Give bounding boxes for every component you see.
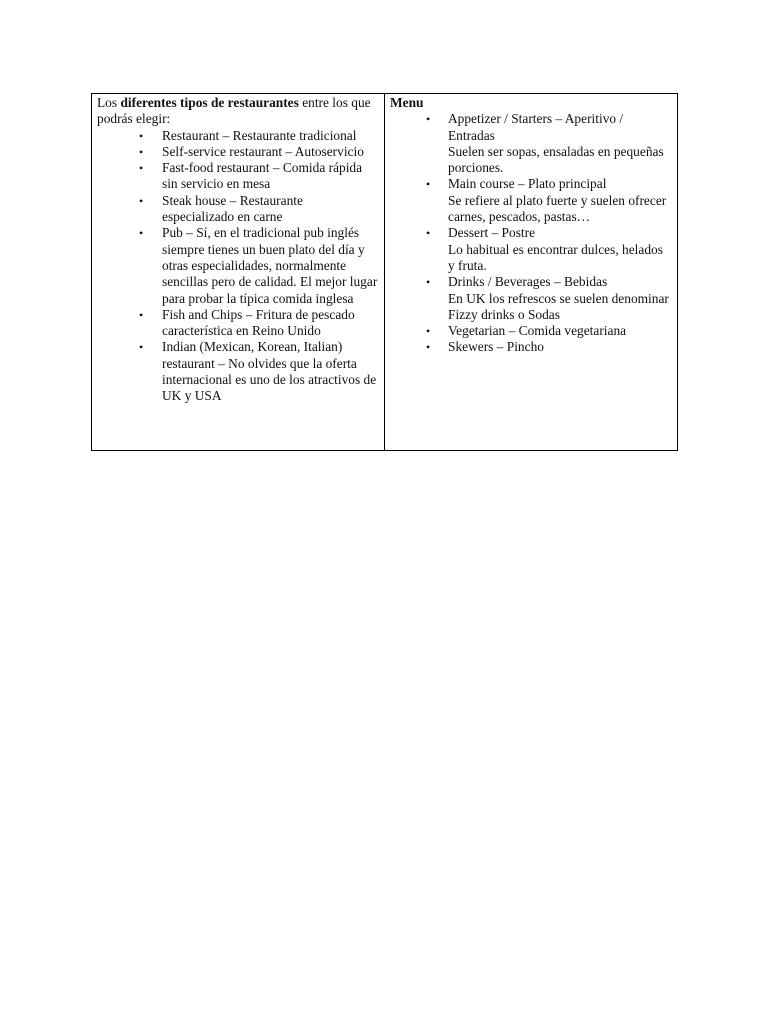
restaurant-types-list — [97, 128, 378, 405]
intro-post: entre los que podrás elegir: — [97, 95, 371, 127]
list-item — [390, 339, 671, 355]
menu-heading-text: Menu — [390, 95, 424, 110]
list-item: • Fast-food restaurant – Comida rápida sin servicio en mesa — [97, 160, 378, 193]
menu-item-note: En UK los refrescos se suelen denominar Fizzy drinks o Sodas — [448, 290, 669, 322]
list-item — [390, 323, 671, 339]
menu-cell — [385, 94, 677, 450]
menu-list — [390, 111, 671, 355]
intro-pre: Los — [97, 95, 121, 110]
list-item — [390, 274, 671, 323]
list-item: • Self-service restaurant – Autoservicio — [97, 144, 378, 160]
menu-heading — [390, 95, 671, 111]
restaurant-table — [91, 93, 678, 451]
menu-item-note: Lo habitual es encontrar dulces, helados y fruta. — [448, 241, 663, 273]
list-item: • Restaurant – Restaurante tradicional — [97, 128, 378, 144]
menu-item-title: Appetizer / Starters – Aperitivo / Entradas — [448, 111, 624, 143]
list-item: • Fish and Chips – Fritura de pescado característica en Reino Unido — [97, 307, 378, 340]
list-item: • Pub – Sí, en el tradicional pub inglés siempre tienes un buen plato del día y otras especialidades, normalmente sencillas pero de calidad. El mejor lugar para probar la típica comida inglesa — [97, 225, 378, 306]
menu-item-title: Dessert – Postre — [448, 225, 536, 241]
menu-item-title: Vegetarian – Comida vegetariana — [448, 323, 627, 339]
menu-item-title: Drinks / Beverages – Bebidas — [448, 274, 608, 290]
menu-item-note: Se refiere al plato fuerte y suelen ofrecer carnes, pescados, pastas… — [448, 192, 667, 225]
restaurant-types-cell — [92, 94, 385, 450]
list-item — [390, 111, 671, 176]
list-item: • Steak house – Restaurante especializado en carne — [97, 193, 378, 226]
menu-item-title: Skewers – Pincho — [448, 339, 544, 355]
menu-item-title: Main course – Plato principal — [448, 176, 607, 192]
menu-item-note: Suelen ser sopas, ensaladas en pequeñas porciones. — [448, 143, 664, 176]
intro-bold: diferentes tipos de restaurantes — [120, 95, 299, 110]
list-item: • Indian (Mexican, Korean, Italian) restaurant – No olvides que la oferta internacional es uno de los atractivos de UK y USA — [97, 339, 378, 404]
list-item — [390, 176, 671, 225]
intro-text — [97, 95, 378, 128]
list-item — [390, 225, 671, 274]
